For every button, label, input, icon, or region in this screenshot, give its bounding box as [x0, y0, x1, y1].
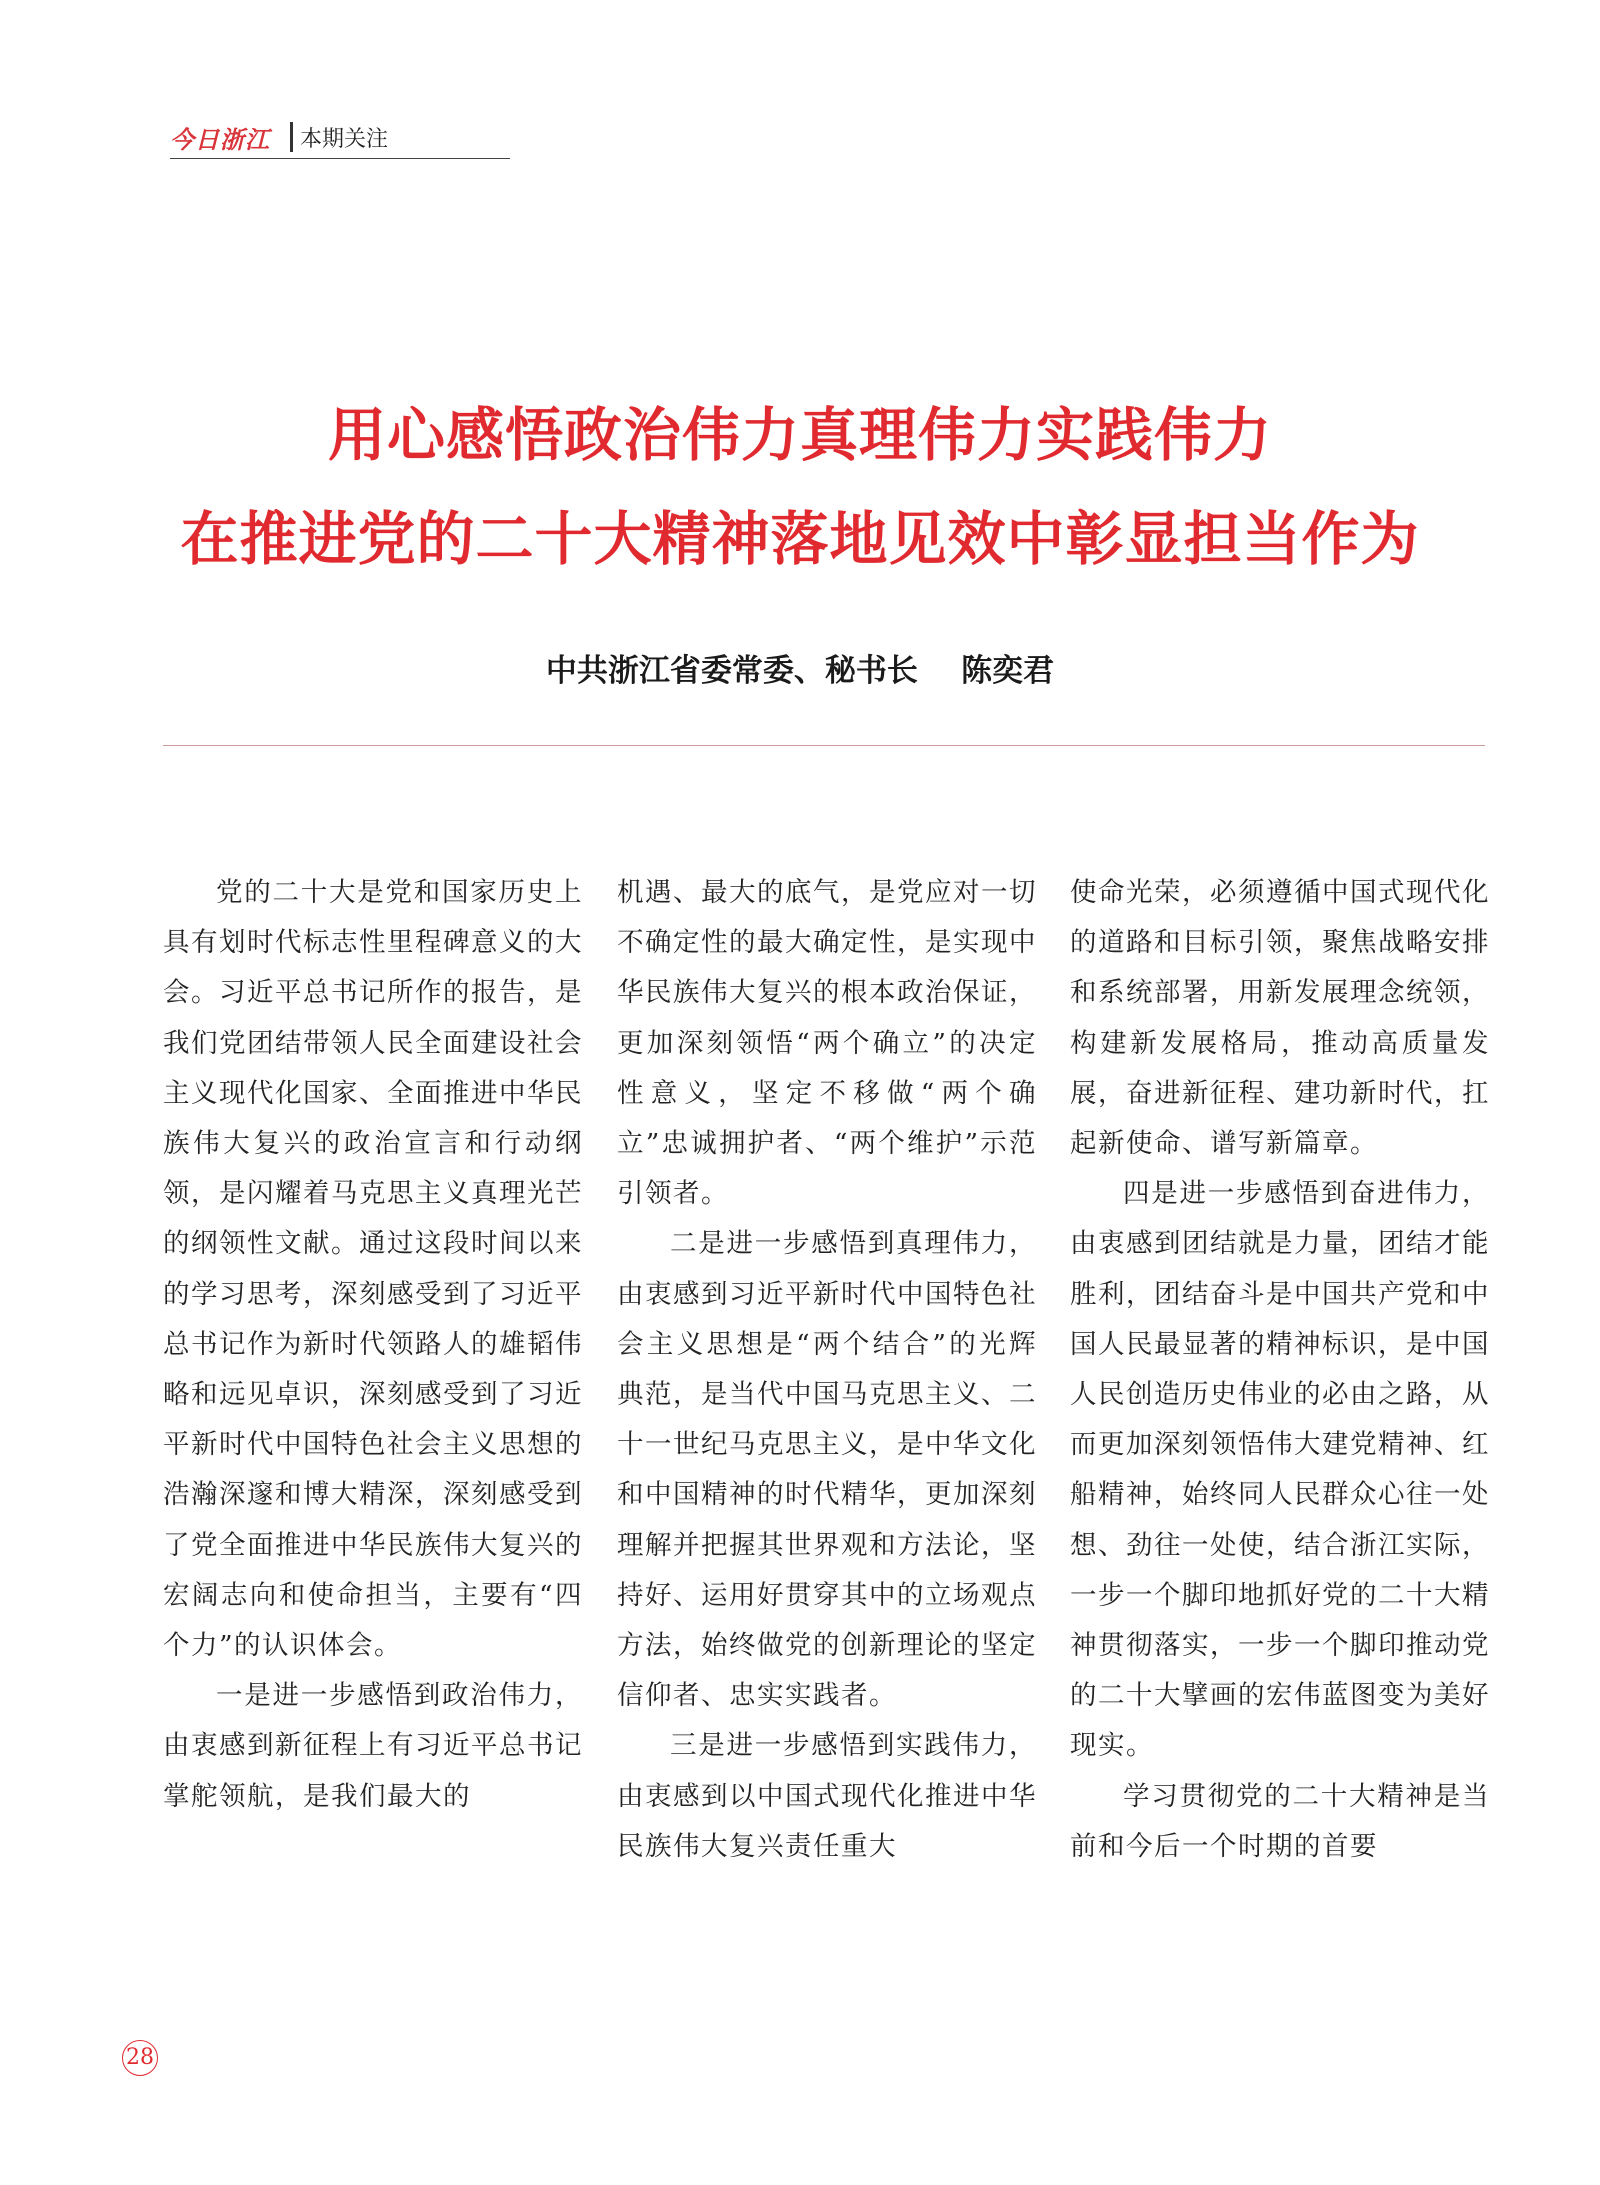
- article-title-line-1: 用心感悟政治伟力真理伟力实践伟力: [327, 401, 1272, 469]
- header-divider: [290, 122, 293, 152]
- paragraph: 三是进一步感悟到实践伟力，由衷感到以中国式现代化推进中华民族伟大复兴责任重大: [617, 1730, 1037, 1862]
- paragraph: 二是进一步感悟到真理伟力，由衷感到习近平新时代中国特色社会主义思想是“两个结合”的光辉典范，是当代中国马克思主义、二十一世纪马克思主义，是中华文化和中国精神的时代精华，更加深刻理解并把握其世界观和方法论，坚持好、运用好贯穿其中的立场观点方法，始终做党的创新理论的坚定信仰者、忠实实践者。: [617, 1228, 1037, 1712]
- paragraph: 机遇、最大的底气，是党应对一切不确定性的最大确定性，是实现中华民族伟大复兴的根本政治保证，更加深刻领悟“两个确立”的决定性意义，坚定不移做“两个确立”忠诚拥护者、“两个维护”示范引领者。: [617, 877, 1037, 1210]
- text-column-2: [617, 868, 1037, 1872]
- article-title-line-2: 在推进党的二十大精神落地见效中彰显担当作为: [180, 505, 1420, 573]
- page-number: 28: [122, 2040, 158, 2076]
- text-column-1: [163, 868, 583, 1822]
- author-byline: 中共浙江省委常委、秘书长 陈奕君: [545, 653, 1055, 689]
- paragraph: 学习贯彻党的二十大精神是当前和今后一个时期的首要: [1070, 1780, 1490, 1862]
- magazine-logo: 今日浙江: [170, 125, 270, 154]
- running-header: [170, 118, 510, 159]
- title-divider: [163, 745, 1485, 746]
- paragraph: 一是进一步感悟到政治伟力，由衷感到新征程上有习近平总书记掌舵领航，是我们最大的: [163, 1680, 583, 1812]
- paragraph: 四是进一步感悟到奋进伟力，由衷感到团结就是力量，团结才能胜利，团结奋斗是中国共产党和中国人民最显著的精神标识，是中国人民创造历史伟业的必由之路，从而更加深刻领悟伟大建党精神、红船精神，始终同人民群众心往一处想、劲往一处使，结合浙江实际，一步一个脚印地抓好党的二十大精神贯彻落实，一步一个脚印推动党的二十大擘画的宏伟蓝图变为美好现实。: [1070, 1178, 1490, 1762]
- section-label: 本期关注: [300, 127, 389, 152]
- paragraph: 使命光荣，必须遵循中国式现代化的道路和目标引领，聚焦战略安排和系统部署，用新发展理念统领，构建新发展格局，推动高质量发展，奋进新征程、建功新时代，扛起新使命、谱写新篇章。: [1070, 877, 1490, 1160]
- paragraph: 党的二十大是党和国家历史上具有划时代标志性里程碑意义的大会。习近平总书记所作的报告，是我们党团结带领人民全面建设社会主义现代化国家、全面推进中华民族伟大复兴的政治宣言和行动纲领，是闪耀着马克思主义真理光芒的纲领性文献。通过这段时间以来的学习思考，深刻感受到了习近平总书记作为新时代领路人的雄韬伟略和远见卓识，深刻感受到了习近平新时代中国特色社会主义思想的浩瀚深邃和博大精深，深刻感受到了党全面推进中华民族伟大复兴的宏阔志向和使命担当，主要有“四个力”的认识体会。: [163, 877, 583, 1662]
- text-column-3: [1070, 868, 1490, 1872]
